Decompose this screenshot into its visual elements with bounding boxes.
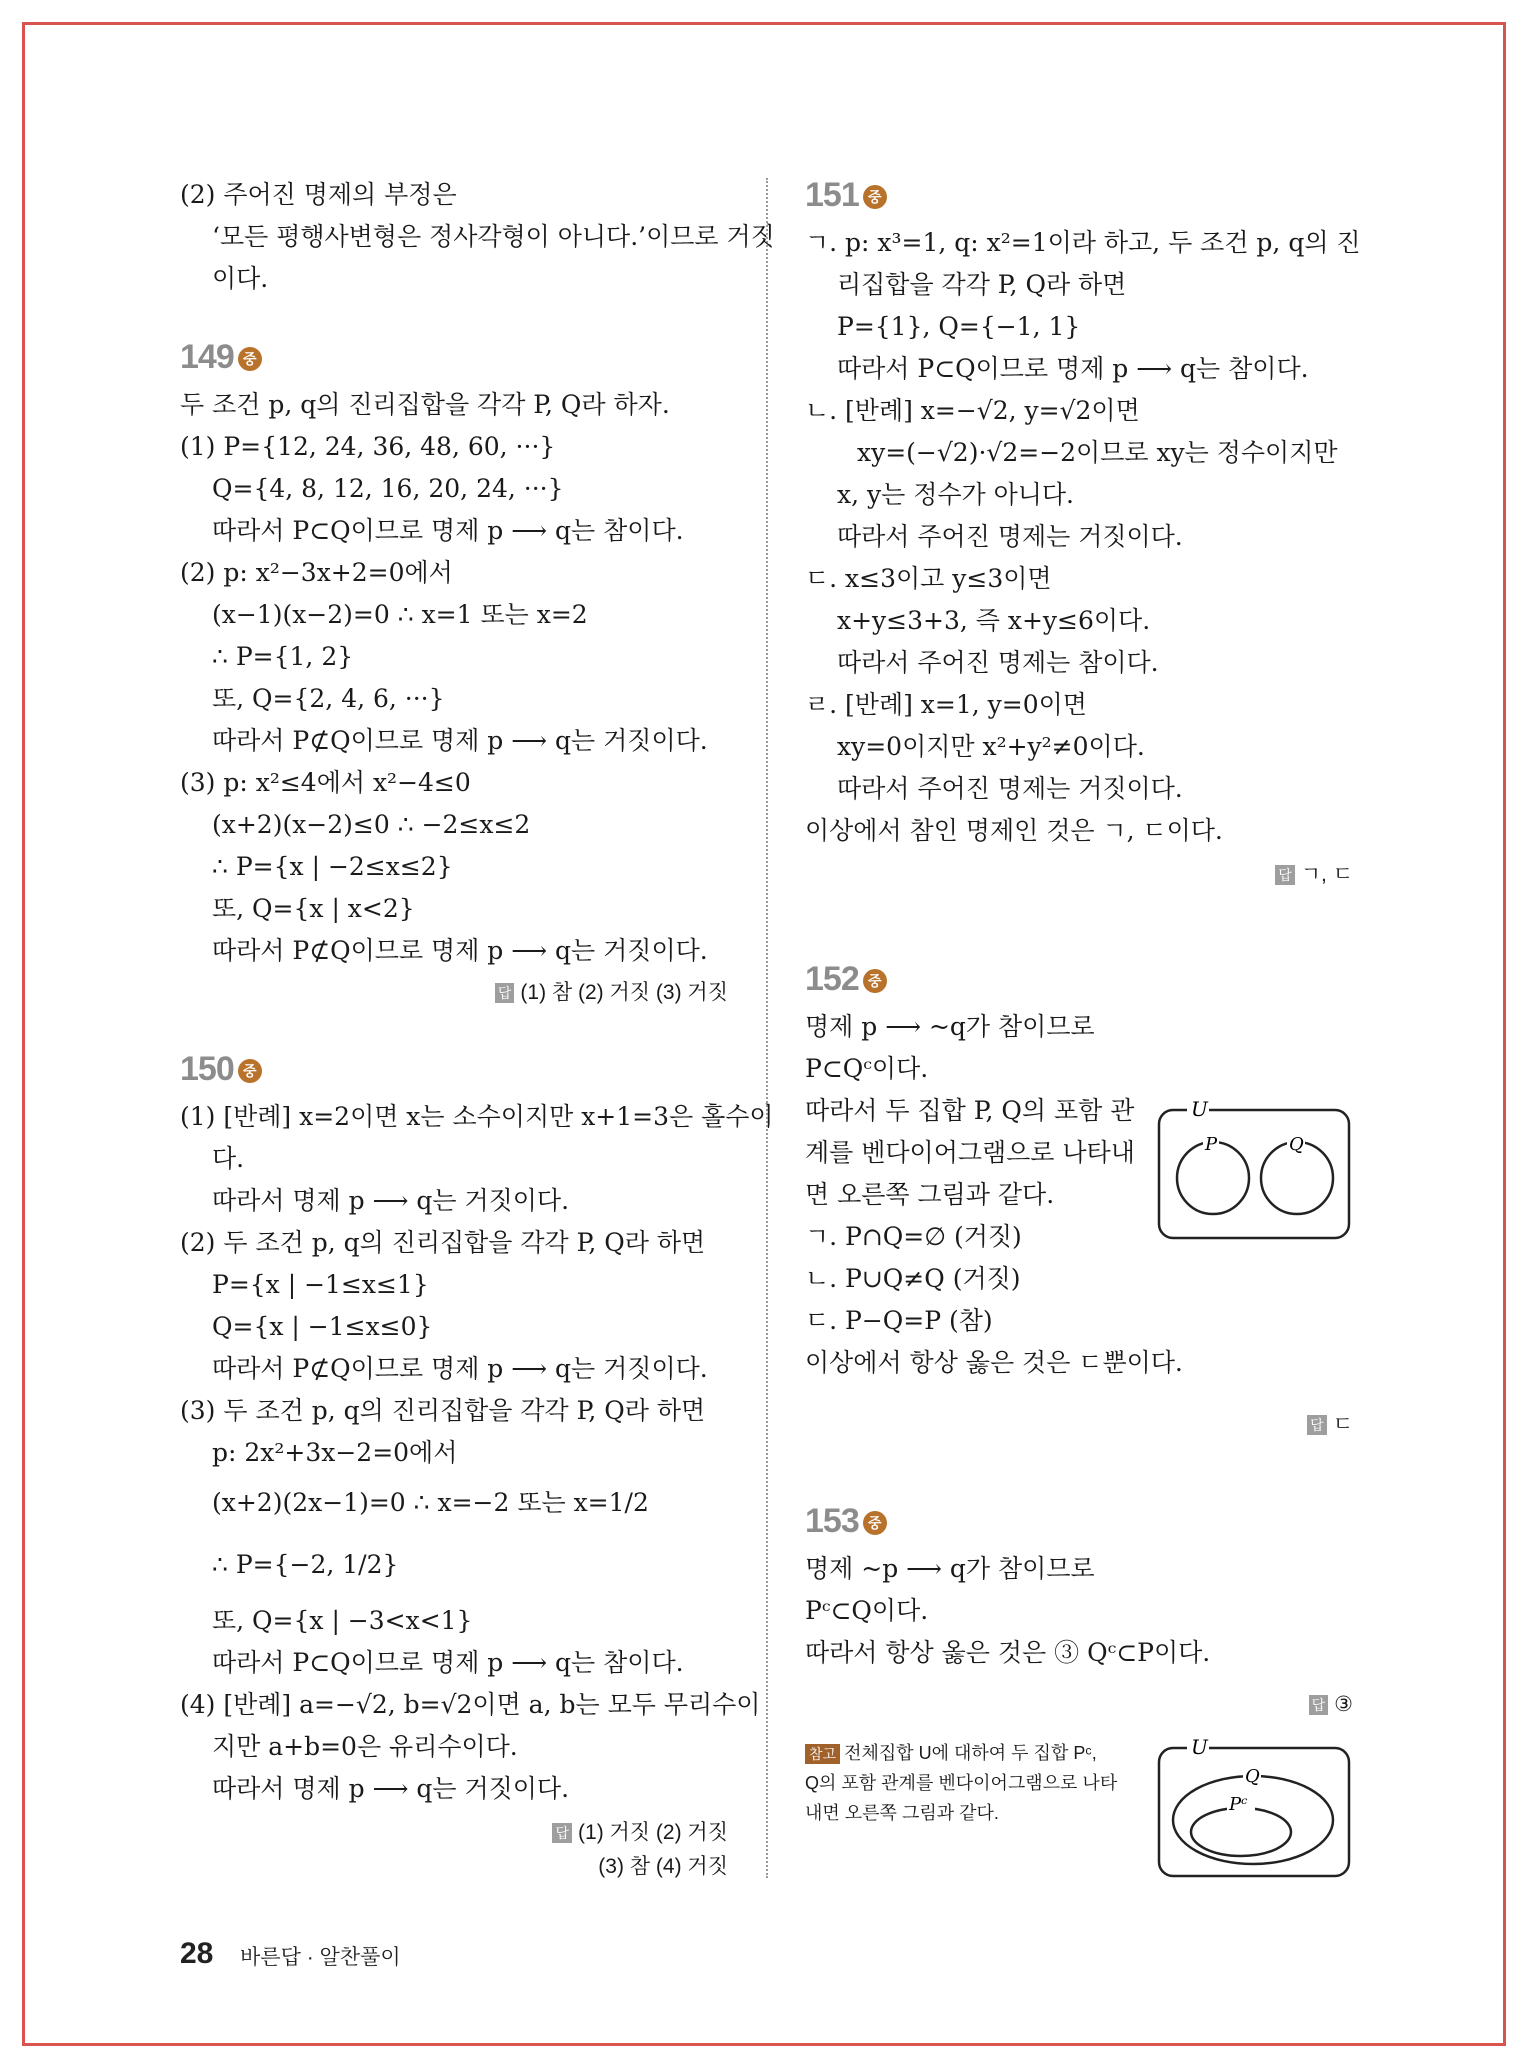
answer-150-row2 [598,1852,728,1882]
solution-line: 따라서 P⊂Q이므로 명제 p ⟶ q는 참이다. [837,354,1309,383]
solution-line: 리집합을 각각 P, Q라 하면 [837,270,1127,299]
label-pc: Pᶜ [1229,1794,1248,1815]
problem-150-heading [180,1050,262,1089]
answer-152 [1307,1410,1353,1440]
solution-line: ∴ P={1, 2} [212,642,354,671]
solution-line: 따라서 두 집합 P, Q의 포함 관 [805,1096,1135,1125]
solution-line: Q={x | −1≤x≤0} [212,1312,433,1341]
problem-number: 153 [805,1502,859,1540]
note-badge: 참고 [805,1744,840,1764]
solution-line: ㄱ. p: x³=1, q: x²=1이라 하고, 두 조건 p, q의 진 [805,228,1361,257]
solution-line: 따라서 항상 옳은 것은 ③ Qᶜ⊂P이다. [805,1638,1211,1667]
solution-line: P⊂Qᶜ이다. [805,1054,929,1083]
problem-number: 149 [180,338,234,376]
answer-badge: 답 [495,983,515,1003]
answer-151 [1275,860,1353,890]
answer-text: ㄱ, ㄷ [1300,863,1353,886]
solution-line: 명제 ~p ⟶ q가 참이므로 [805,1554,1095,1583]
solution-line: p: 2x²+3x−2=0에서 [212,1438,458,1467]
book-title: 바른답 · 알찬풀이 [240,1946,401,1969]
answer-text: ③ [1334,1693,1353,1716]
problem-151-heading [805,176,887,215]
intro-line: (2) 주어진 명제의 부정은 [180,180,457,209]
solution-line: (4) [반례] a=−√2, b=√2이면 a, b는 모두 무리수이 [180,1690,761,1719]
difficulty-badge: 중 [238,1059,262,1083]
solution-line: (2) p: x²−3x+2=0에서 [180,558,453,587]
answer-text: (1) 참 (2) 거짓 (3) 거짓 [520,981,728,1004]
difficulty-badge: 중 [238,347,262,371]
solution-line: (x−1)(x−2)=0 ∴ x=1 또는 x=2 [212,600,588,629]
solution-line: x+y≤3+3, 즉 x+y≤6이다. [837,606,1151,635]
problem-number: 152 [805,960,859,998]
intro-line: 이다. [212,264,269,293]
solution-line: 따라서 명제 p ⟶ q는 거짓이다. [212,1774,570,1803]
venn-diagram-153 [1157,1736,1353,1880]
solution-line: ∴ P={x | −2≤x≤2} [212,852,453,881]
venn-diagram-152 [1157,1098,1353,1242]
answer-badge: 답 [1309,1695,1329,1715]
solution-line: 따라서 주어진 명제는 거짓이다. [837,774,1183,803]
label-p: P [1205,1134,1218,1155]
solution-line: 또, Q={x | −3<x<1} [212,1606,473,1635]
solution-line: 따라서 P⊄Q이므로 명제 p ⟶ q는 거짓이다. [212,726,708,755]
solution-line: Pᶜ⊂Q이다. [805,1596,929,1625]
solution-line: 지만 a+b=0은 유리수이다. [212,1732,518,1761]
answer-badge: 답 [1307,1415,1327,1435]
solution-line: 따라서 P⊂Q이므로 명제 p ⟶ q는 참이다. [212,516,684,545]
solution-line: 계를 벤다이어그램으로 나타내 [805,1138,1135,1167]
problem-number: 150 [180,1050,234,1088]
solution-line: ㄴ. P∪Q≠Q (거짓) [805,1264,1021,1293]
label-u: U [1191,1736,1208,1759]
answer-text: (3) 참 (4) 거짓 [598,1855,728,1878]
solution-line: x, y는 정수가 아니다. [837,480,1075,509]
problem-153-heading [805,1502,887,1541]
solution-line: 따라서 주어진 명제는 거짓이다. [837,522,1183,551]
difficulty-badge: 중 [863,185,887,209]
note-line: Q의 포함 관계를 벤다이어그램으로 나타 [805,1773,1118,1793]
label-u: U [1191,1098,1208,1121]
solution-line: 면 오른쪽 그림과 같다. [805,1180,1055,1209]
solution-line: 또, Q={2, 4, 6, ···} [212,684,445,713]
solution-line: (1) P={12, 24, 36, 48, 60, ···} [180,432,556,461]
note-line: 내면 오른쪽 그림과 같다. [805,1803,999,1823]
solution-line: ㄴ. [반례] x=−√2, y=√2이면 [805,396,1140,425]
label-q: Q [1289,1134,1304,1155]
solution-line: 이상에서 항상 옳은 것은 ㄷ뿐이다. [805,1348,1183,1377]
solution-line: (x+2)(x−2)≤0 ∴ −2≤x≤2 [212,810,531,839]
solution-line: xy=(−√2)·√2=−2이므로 xy는 정수이지만 [857,438,1338,467]
answer-text: (1) 거짓 (2) 거짓 [578,1821,728,1844]
label-q: Q [1245,1766,1260,1787]
note-text: 전체집합 U에 대하여 두 집합 Pᶜ, [844,1743,1097,1763]
solution-line: (3) 두 조건 p, q의 진리집합을 각각 P, Q라 하면 [180,1396,706,1425]
solution-line: 따라서 P⊂Q이므로 명제 p ⟶ q는 참이다. [212,1648,684,1677]
solution-line: P={1}, Q={−1, 1} [837,312,1081,341]
solution-line: (1) [반례] x=2이면 x는 소수이지만 x+1=3은 홀수이 [180,1102,774,1131]
answer-149 [495,978,728,1008]
answer-text: ㄷ [1332,1413,1353,1436]
solution-line: ㄱ. P∩Q=∅ (거짓) [805,1222,1022,1251]
problem-152-heading [805,960,887,999]
page-number: 28 [180,1937,214,1970]
solution-line: (x+2)(2x−1)=0 ∴ x=−2 또는 x=1/2 [212,1488,649,1517]
solution-line: 다. [212,1144,245,1173]
difficulty-badge: 중 [863,1511,887,1535]
solution-line: 두 조건 p, q의 진리집합을 각각 P, Q라 하자. [180,390,670,419]
solution-line: (2) 두 조건 p, q의 진리집합을 각각 P, Q라 하면 [180,1228,706,1257]
solution-line: 또, Q={x | x<2} [212,894,415,923]
reference-note [805,1738,1135,1828]
solution-line: ㄹ. [반례] x=1, y=0이면 [805,690,1087,719]
solution-line: 따라서 P⊄Q이므로 명제 p ⟶ q는 거짓이다. [212,1354,708,1383]
universal-set-box [1159,1110,1349,1238]
column-divider [766,178,768,1878]
solution-line: 따라서 명제 p ⟶ q는 거짓이다. [212,1186,570,1215]
answer-badge: 답 [1275,865,1295,885]
answer-150-row1 [552,1818,728,1848]
problem-149-heading [180,338,262,377]
solution-line: ∴ P={−2, 1/2} [212,1550,399,1579]
solution-line: 이상에서 참인 명제인 것은 ㄱ, ㄷ이다. [805,816,1223,845]
solution-line: P={x | −1≤x≤1} [212,1270,429,1299]
solution-line: 따라서 주어진 명제는 참이다. [837,648,1159,677]
problem-number: 151 [805,176,859,214]
answer-153 [1309,1690,1353,1720]
answer-badge: 답 [552,1823,572,1843]
solution-line: Q={4, 8, 12, 16, 20, 24, ···} [212,474,564,503]
solution-line: (3) p: x²≤4에서 x²−4≤0 [180,768,471,797]
note-line [805,1738,1135,1768]
intro-line: ‘모든 평행사변형은 정사각형이 아니다.’이므로 거짓 [212,222,775,251]
solution-line: xy=0이지만 x²+y²≠0이다. [837,732,1145,761]
solution-line: 명제 p ⟶ ~q가 참이므로 [805,1012,1095,1041]
set-pc-ellipse [1191,1808,1291,1856]
difficulty-badge: 중 [863,969,887,993]
solution-line: ㄷ. x≤3이고 y≤3이면 [805,564,1052,593]
solution-line: 따라서 P⊄Q이므로 명제 p ⟶ q는 거짓이다. [212,936,708,965]
solution-line: ㄷ. P−Q=P (참) [805,1306,993,1335]
